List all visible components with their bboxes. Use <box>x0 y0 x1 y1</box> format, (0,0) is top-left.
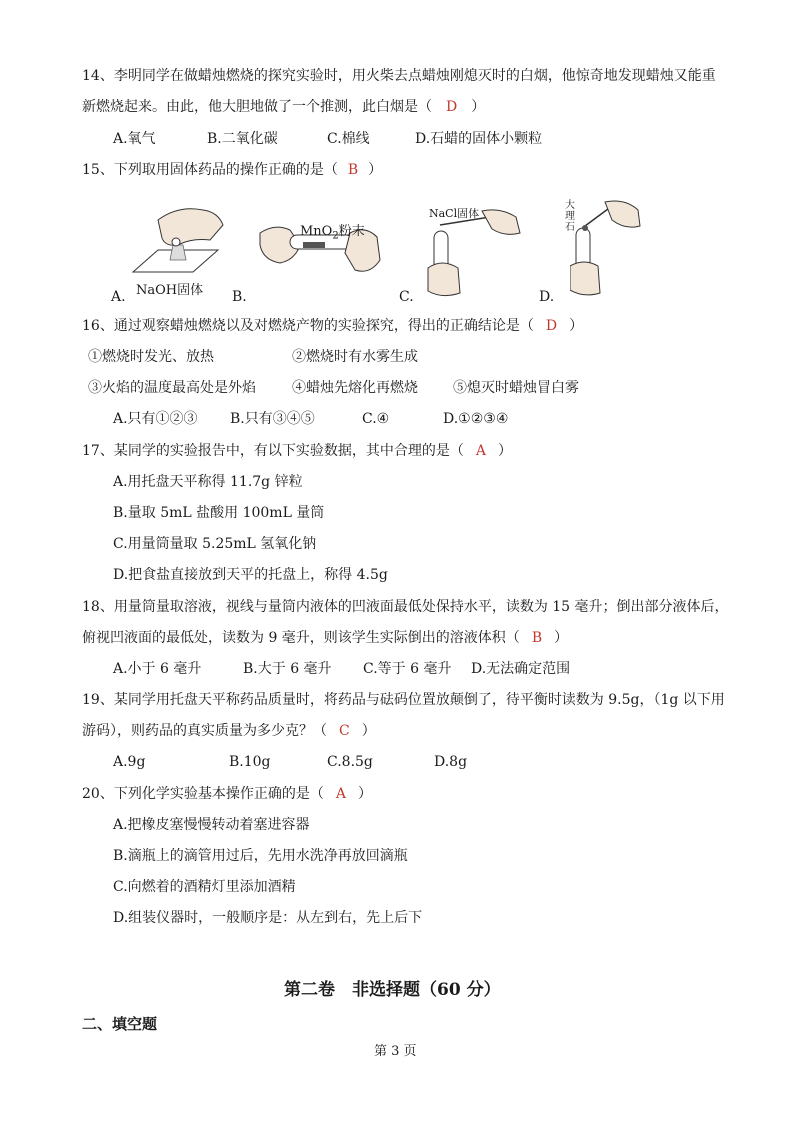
q14-option-b: B.二氧化碳 <box>207 131 278 147</box>
q19-stem-text: 游码），则药品的真实质量为多少克？（ <box>82 723 327 739</box>
q16-close: ） <box>569 318 584 334</box>
q20-option-a: A.把橡皮塞慢慢转动着塞进容器 <box>113 817 310 833</box>
q14-line2 <box>82 97 485 117</box>
q14-answer: D <box>446 99 458 115</box>
q16-option-c: C.④ <box>362 411 390 427</box>
figure-b-caption-suffix: 粉末 <box>338 224 365 239</box>
q16-item-2: ②燃烧时有水雾生成 <box>292 349 418 365</box>
subsection-fill-in-title: 二、填空题 <box>82 1015 158 1033</box>
q17-stem-text: 17、某同学的实验报告中，有以下实验数据，其中合理的是（ <box>82 443 464 459</box>
figure-d-caption-3: 石 <box>565 222 575 233</box>
q16-stem-text: 16、通过观察蜡烛燃烧以及对燃烧产物的实验探究，得出的正确结论是（ <box>82 318 534 334</box>
q19-option-b: B.10g <box>229 754 271 770</box>
q15-close: ） <box>368 162 383 178</box>
q18-option-b: B.大于 6 毫升 <box>243 661 332 677</box>
figure-b-caption <box>300 220 365 242</box>
q14-stem: 新燃烧起来。由此，他大胆地做了一个推测，此白烟是（ <box>82 99 432 115</box>
figure-a-label: A. <box>111 289 126 305</box>
q19-line1: 19、某同学用托盘天平称药品质量时，将药品与砝码位置放颠倒了，待平衡时读数为 9.5g，（1g 以下用 <box>82 692 725 708</box>
q19-option-c: C.8.5g <box>327 754 373 770</box>
q16-item-4: ④蜡烛先熔化再燃烧 <box>292 380 418 396</box>
q18-line2 <box>82 628 568 648</box>
q20-option-c: C.向燃着的酒精灯里添加酒精 <box>113 879 296 895</box>
q17-option-b: B.量取 5mL 盐酸用 100mL 量筒 <box>113 505 325 521</box>
q18-answer: B <box>531 630 543 646</box>
q19-close: ） <box>361 723 376 739</box>
q14-option-a: A.氧气 <box>113 131 156 147</box>
q17-option-a: A.用托盘天平称得 11.7g 锌粒 <box>113 474 303 490</box>
q20-stem <box>82 784 372 804</box>
q16-option-a: A.只有①②③ <box>113 411 198 427</box>
q18-option-a: A.小于 6 毫升 <box>113 661 202 677</box>
figure-c-caption: NaCl固体 <box>429 207 480 220</box>
figure-d-caption-1: 大 <box>565 200 575 211</box>
q15-answer: B <box>347 162 359 178</box>
q15-stem-text: 15、下列取用固体药品的操作正确的是（ <box>82 162 338 178</box>
figure-d-caption <box>565 200 575 233</box>
q18-stem-text: 俯视凹液面的最低处，读数为 9 毫升，则该学生实际倒出的溶液体积（ <box>82 630 520 646</box>
q20-stem-text: 20、下列化学实验基本操作正确的是（ <box>82 786 324 802</box>
figure-d-caption-2: 理 <box>565 211 575 222</box>
q20-answer: A <box>335 786 346 802</box>
q14-line1: 14、李明同学在做蜡烛燃烧的探究实验时，用火柴去点蜡烛刚熄灭时的白烟，他惊奇地发现蜡烛又能重 <box>82 68 716 84</box>
q16-option-d: D.①②③④ <box>443 411 509 427</box>
q19-option-a: A.9g <box>113 754 146 770</box>
figure-a-caption: NaOH固体 <box>136 283 204 298</box>
figure-c-label: C. <box>399 289 414 305</box>
q16-item-1: ①燃烧时发光、放热 <box>88 349 214 365</box>
q17-option-d: D.把食盐直接放到天平的托盘上，称得 4.5g <box>113 567 388 583</box>
q17-option-c: C.用量筒量取 5.25mL 氢氧化钠 <box>113 536 317 552</box>
q15-stem <box>82 160 382 180</box>
q16-option-b: B.只有③④⑤ <box>230 411 315 427</box>
q17-answer: A <box>475 443 486 459</box>
figure-d-label: D. <box>539 289 555 305</box>
q19-option-d: D.8g <box>434 754 468 770</box>
q18-option-c: C.等于 6 毫升 <box>363 661 452 677</box>
q20-option-b: B.滴瓶上的滴管用过后，先用水洗净再放回滴瓶 <box>113 848 408 864</box>
page-number: 第 3 页 <box>374 1044 417 1059</box>
q16-item-5: ⑤熄灭时蜡烛冒白雾 <box>453 380 579 396</box>
q14-close: ） <box>471 99 486 115</box>
q17-close: ） <box>497 443 512 459</box>
figure-b-label: B. <box>232 289 247 305</box>
figure-b-caption-formula: MnO <box>300 224 333 239</box>
q18-line1: 18、用量筒量取溶液，视线与量筒内液体的凹液面最低处保持水平，读数为 15 毫升；倒出部分液体后， <box>82 599 729 615</box>
q16-answer: D <box>545 318 558 334</box>
q20-option-d: D.组装仪器时，一般顺序是：从左到右，先上后下 <box>113 910 423 926</box>
figure-b-caption-subscript: 2 <box>332 230 339 242</box>
q19-answer: C <box>339 723 350 739</box>
section-2-title: 第二卷 非选择题（60 分） <box>284 980 501 1000</box>
q17-stem <box>82 441 512 461</box>
q19-line2 <box>82 721 376 741</box>
q14-option-d: D.石蜡的固体小颗粒 <box>415 131 543 147</box>
figure-d-marble-test-tube <box>570 198 650 303</box>
q16-stem <box>82 316 583 336</box>
q14-option-c: C.棉线 <box>327 131 370 147</box>
q18-close: ） <box>554 630 569 646</box>
q18-option-d: D.无法确定范围 <box>471 661 571 677</box>
q20-close: ） <box>357 786 372 802</box>
q16-item-3: ③火焰的温度最高处是外焰 <box>88 380 256 396</box>
